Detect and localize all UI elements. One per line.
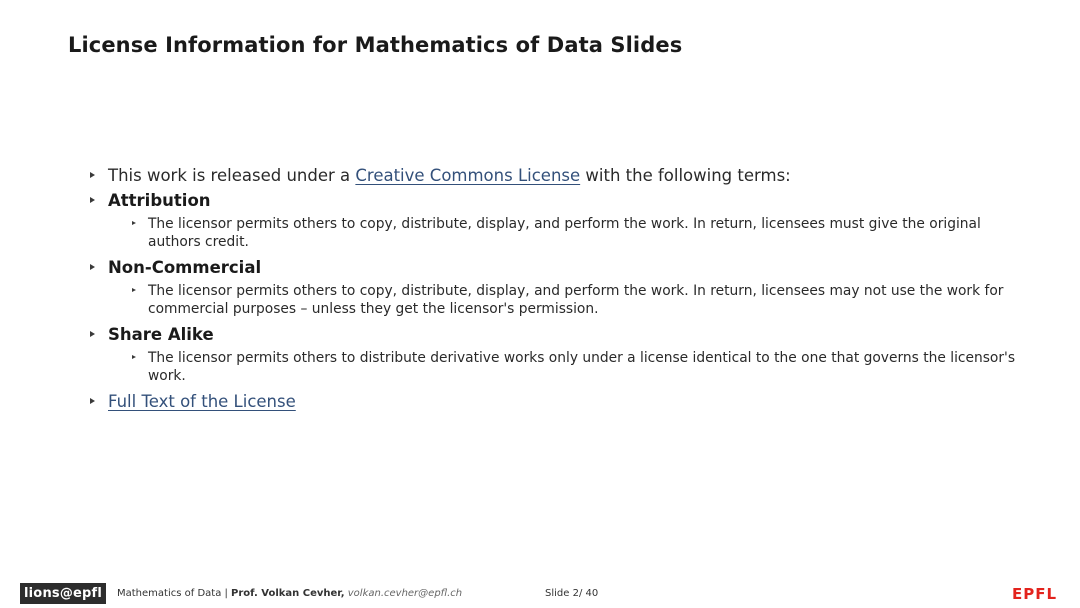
sub-bullet-triangle-icon [132,221,136,225]
lions-epfl-logo: lions@epfl [20,583,106,604]
intro-item [88,165,1008,187]
term-heading-label: Non-Commercial [108,258,262,277]
term-heading-non-commercial [88,257,1008,279]
slide-footer [0,580,1080,608]
term-desc-text: The licensor permits others to copy, distribute, display, and perform the work. In return, licensees may not use the work for commercial purposes – unless they get the licensor's permission. [148,283,1004,317]
term-desc-share-alike [128,349,1018,385]
slide-content [88,165,1016,416]
bullet-triangle-icon [90,197,95,203]
bullet-triangle-icon [90,264,95,270]
footer-email: volkan.cevher@epfl.ch [347,588,463,599]
term-heading-label: Attribution [108,191,211,210]
sub-bullet-triangle-icon [132,288,136,292]
footer-credits [117,588,462,599]
sub-bullet-triangle-icon [132,355,136,359]
bullet-triangle-icon [90,331,95,337]
slide-title: License Information for Mathematics of Data Slides [68,33,683,57]
term-desc-text: The licensor permits others to copy, distribute, display, and perform the work. In return, licensees must give the original authors credit. [148,216,981,250]
term-heading-attribution [88,190,1008,212]
footer-professor: Prof. Volkan Cevher, [231,588,345,599]
term-desc-attribution [128,215,1018,251]
full-text-license-link[interactable]: Full Text of the License [108,392,296,411]
bullet-triangle-icon [90,172,95,178]
footer-course: Mathematics of Data | [117,588,232,599]
epfl-logo: EPFL [1012,585,1058,603]
slide-number: Slide 2/ 40 [545,588,599,599]
term-desc-non-commercial [128,282,1018,318]
creative-commons-link[interactable]: Creative Commons License [355,166,581,185]
term-heading-label: Share Alike [108,325,214,344]
intro-text-after: with the following terms: [580,166,791,185]
term-heading-share-alike [88,324,1008,346]
term-desc-text: The licensor permits others to distribute derivative works only under a license identical to the one that governs the licensor's work. [148,350,1016,384]
full-text-item [88,391,1008,413]
bullet-triangle-icon [90,398,95,404]
intro-text-before: This work is released under a [108,166,356,185]
